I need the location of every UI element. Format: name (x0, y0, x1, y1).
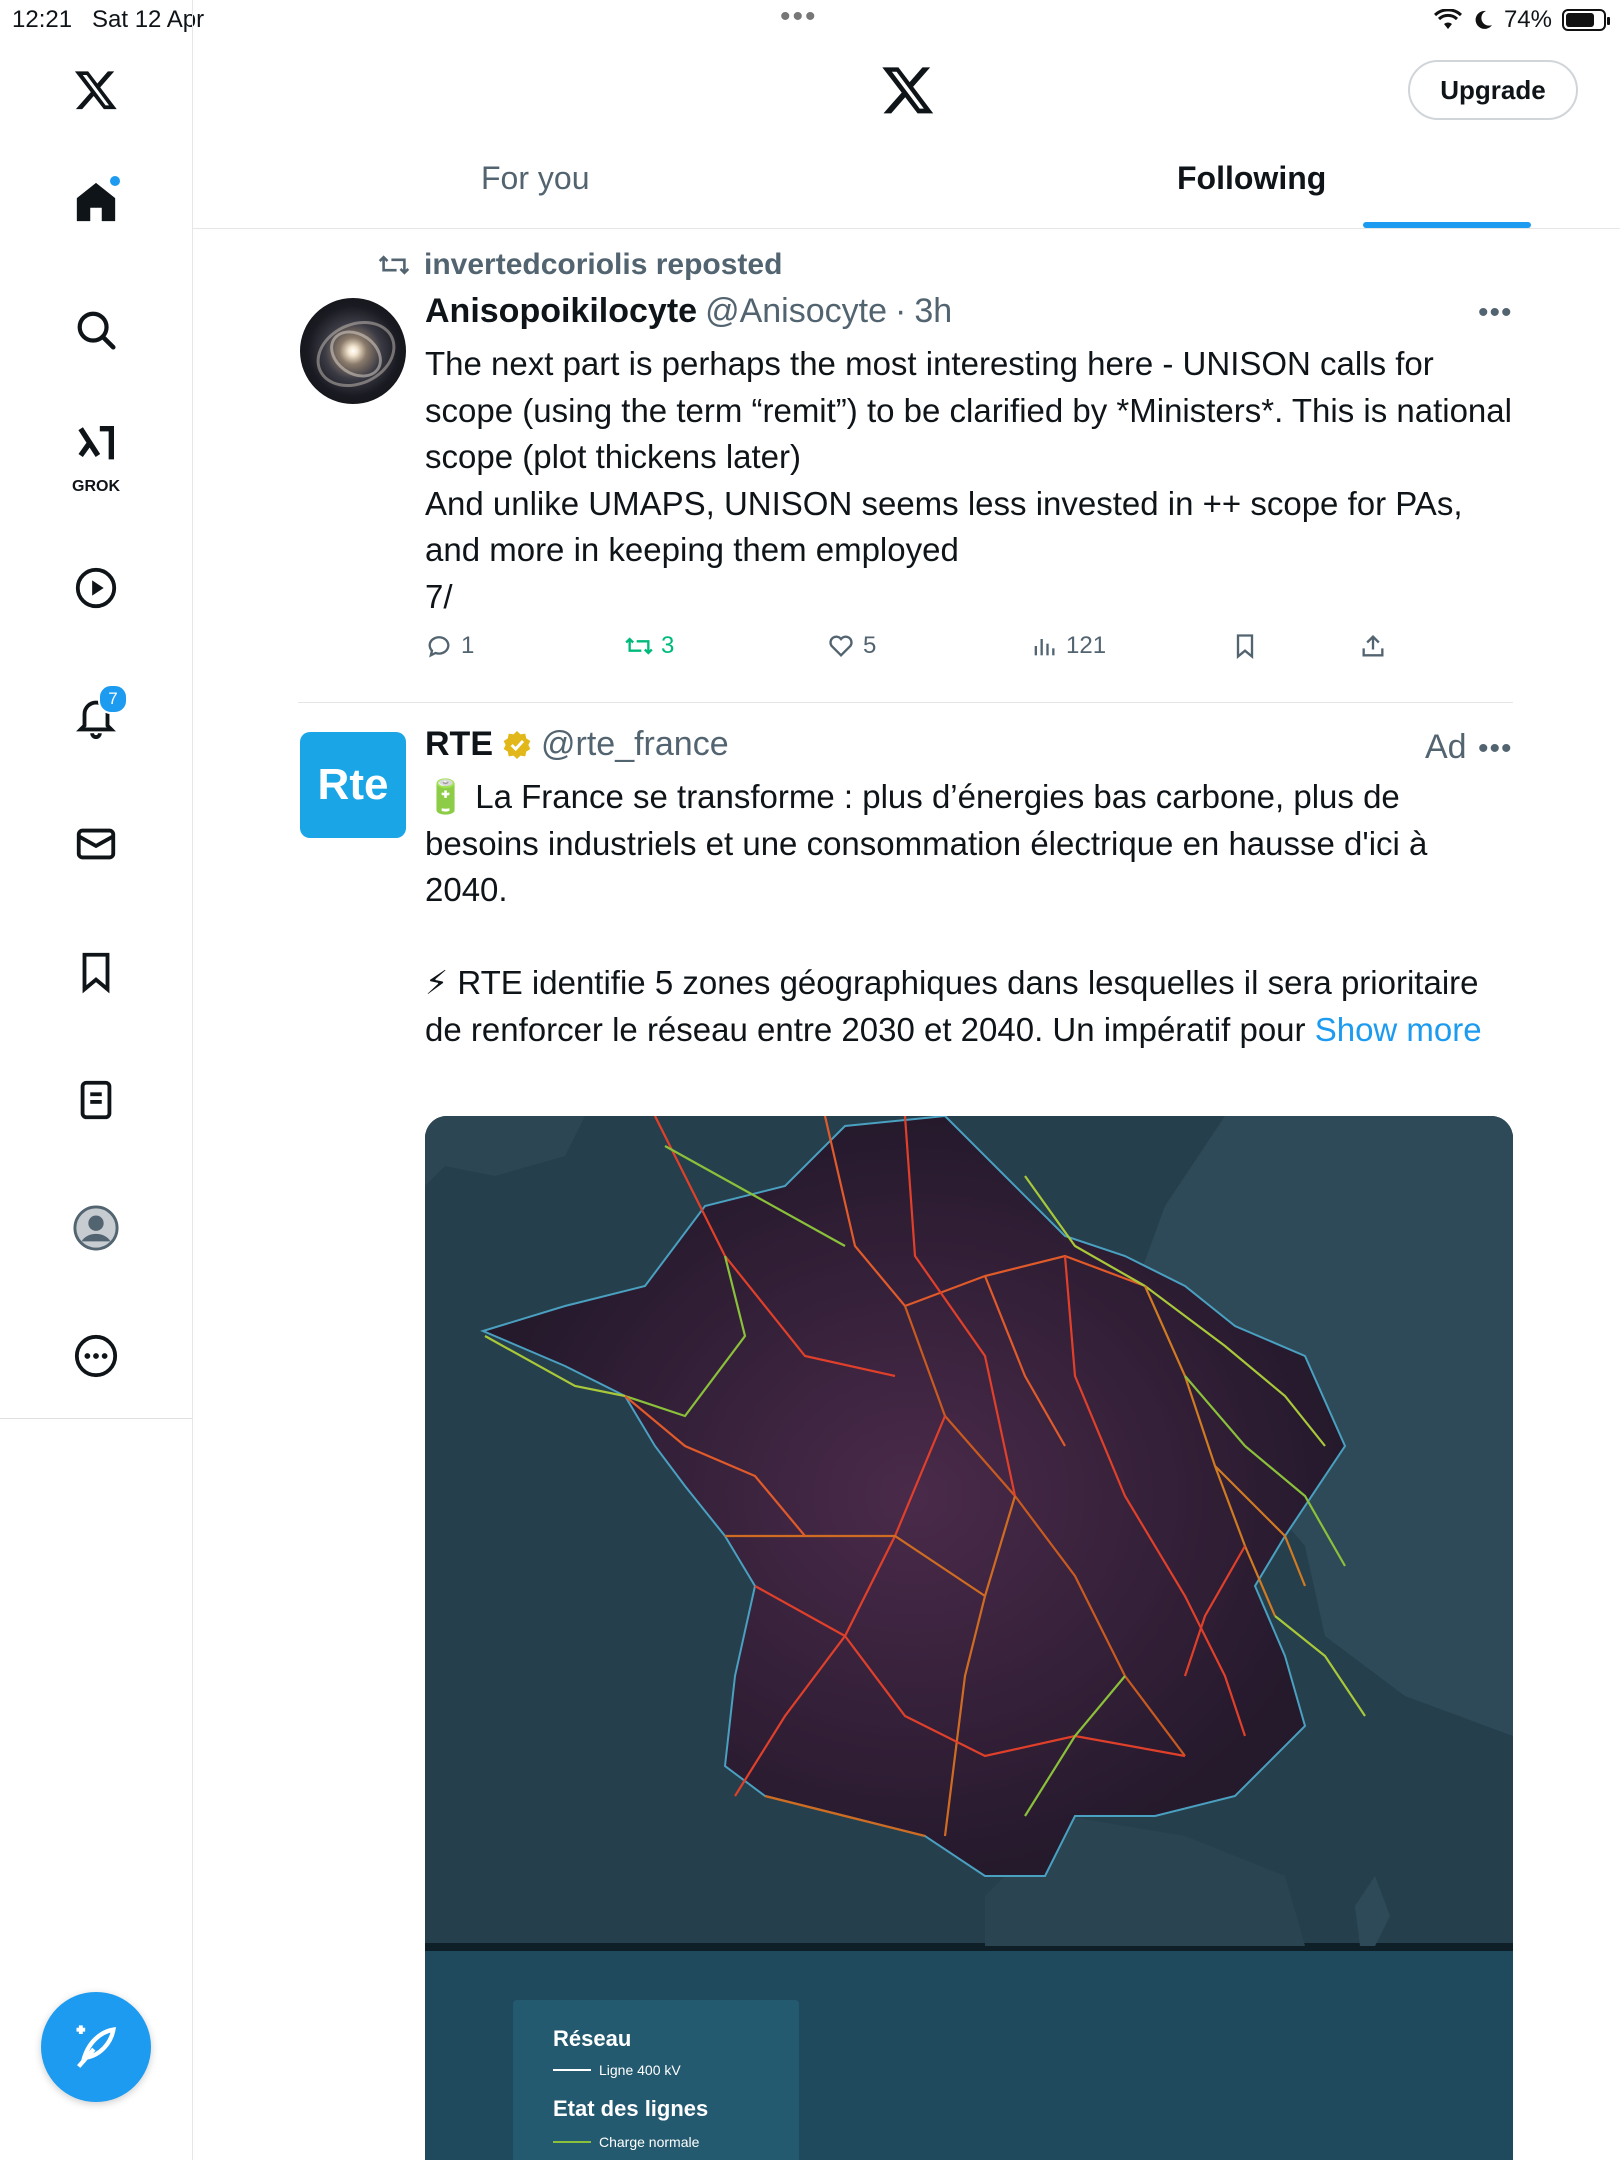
legend-row-line-400kv (553, 2062, 681, 2078)
repost-icon (378, 252, 410, 278)
multitasking-dots[interactable]: ••• (780, 0, 818, 33)
timeline-tabs (193, 150, 1620, 229)
repost-button[interactable] (625, 632, 674, 660)
repost-indicator (378, 248, 782, 282)
sidebar-item-grok[interactable] (64, 420, 128, 495)
reply-button[interactable] (425, 632, 474, 660)
sidebar-item-bookmarks[interactable] (64, 940, 128, 1004)
sidebar-divider (0, 1418, 192, 1419)
share-button[interactable] (1359, 632, 1387, 660)
post-more-button[interactable]: ••• (1478, 296, 1513, 329)
battery-percent: 74% (1503, 6, 1552, 33)
list-icon (73, 1077, 119, 1123)
sidebar-item-video[interactable] (64, 556, 128, 620)
sidebar-item-home[interactable] (64, 170, 128, 234)
legend-swatch-normal (553, 2141, 591, 2143)
ad-post-text (425, 774, 1515, 1053)
status-right (1434, 6, 1606, 34)
bookmark-icon (1231, 632, 1259, 660)
post-time[interactable]: 3h (914, 292, 953, 330)
status-bar (0, 0, 1620, 40)
home-icon (73, 179, 119, 225)
tab-following[interactable]: Following (1177, 160, 1327, 196)
map-legend (513, 2000, 799, 2160)
play-icon (73, 565, 119, 611)
author-name[interactable]: Anisopoikilocyte (425, 292, 698, 330)
status-time: 12:21 (12, 6, 73, 33)
reply-icon (425, 632, 453, 660)
legend-label-normal: Charge normale (599, 2134, 700, 2150)
repost-by[interactable]: invertedcoriolis reposted (424, 248, 783, 281)
ad-more-button[interactable]: ••• (1478, 732, 1513, 765)
show-more-link[interactable]: Show more (1314, 1010, 1482, 1048)
ad-label: Ad (1425, 728, 1467, 766)
grok-icon (73, 421, 119, 467)
views-button[interactable] (1030, 632, 1106, 660)
x-logo-icon[interactable] (64, 58, 128, 122)
moon-icon (1472, 9, 1494, 31)
author-avatar-rte[interactable]: Rte (300, 732, 406, 838)
post-header (425, 292, 952, 331)
like-button[interactable] (827, 632, 876, 660)
status-date: Sat 12 Apr (92, 6, 205, 33)
share-icon (1359, 632, 1387, 660)
grok-label: GROK (72, 478, 120, 495)
legend-swatch-400kv (553, 2069, 591, 2071)
view-count: 121 (1066, 632, 1107, 659)
legend-title-line-state: Etat des lignes (553, 2096, 709, 2121)
dot-separator: · (894, 292, 907, 330)
ad-media-map[interactable] (425, 1116, 1513, 2160)
legend-row-normal-load (553, 2134, 699, 2150)
more-icon (73, 1333, 119, 1379)
compose-button[interactable] (41, 1992, 151, 2102)
sidebar-item-notifications[interactable] (64, 684, 128, 748)
sidebar-item-messages[interactable] (64, 812, 128, 876)
sidebar-item-lists[interactable] (64, 1068, 128, 1132)
repost-count: 3 (661, 632, 675, 659)
ad-post-header (425, 725, 729, 764)
author-name[interactable]: RTE (425, 725, 493, 763)
sidebar-item-search[interactable] (64, 298, 128, 362)
sidebar-item-profile[interactable] (64, 1196, 128, 1260)
post-divider (298, 702, 1513, 703)
like-count: 5 (863, 632, 877, 659)
active-tab-indicator (1363, 222, 1531, 228)
post-text: The next part is perhaps the most interesting here - UNISON calls for scope (using the term “remit”) to be clarified by *Ministers*. This is national scope (plot thickens later) And unlike UMAPS, UNISON seems less invested in ++ scope for PAs, and more in keeping them employed 7/ (425, 345, 1512, 615)
sidebar-item-more[interactable] (64, 1324, 128, 1388)
search-icon (73, 307, 119, 353)
home-unread-dot (110, 176, 120, 186)
avatar-icon (73, 1205, 119, 1251)
wifi-icon (1434, 9, 1462, 31)
notification-badge: 7 (98, 684, 128, 714)
ad-text-body: 🔋 La France se transforme : plus d’énergies bas carbone, plus de besoins industriels et une consommation électrique en hausse d'ici à 2040. ⚡ RTE identifie 5 zones géographiques dans lesquelles il sera prioritaire de renforcer le réseau entre 2030 et 2040. Un impératif pour (425, 778, 1479, 1048)
author-handle[interactable]: @Anisocyte (705, 292, 887, 330)
battery-icon (1562, 9, 1606, 31)
x-logo-center-icon[interactable] (880, 62, 936, 118)
author-avatar-anisopoikilocyte[interactable] (300, 298, 406, 404)
post-actions (425, 632, 1515, 668)
views-icon (1030, 632, 1058, 660)
author-handle[interactable]: @rte_france (541, 725, 729, 763)
heart-icon (827, 632, 855, 660)
reply-count: 1 (461, 632, 475, 659)
compose-icon (70, 2021, 122, 2073)
bookmark-icon (73, 949, 119, 995)
upgrade-button[interactable]: Upgrade (1408, 60, 1578, 120)
bookmark-button[interactable] (1231, 632, 1259, 660)
verified-badge-icon (501, 729, 533, 761)
sidebar (0, 0, 193, 2160)
tab-for-you[interactable]: For you (481, 160, 590, 196)
legend-title-network: Réseau (553, 2026, 632, 2051)
legend-label-400kv: Ligne 400 kV (599, 2062, 681, 2078)
repost-icon (625, 632, 653, 660)
mail-icon (73, 821, 119, 867)
